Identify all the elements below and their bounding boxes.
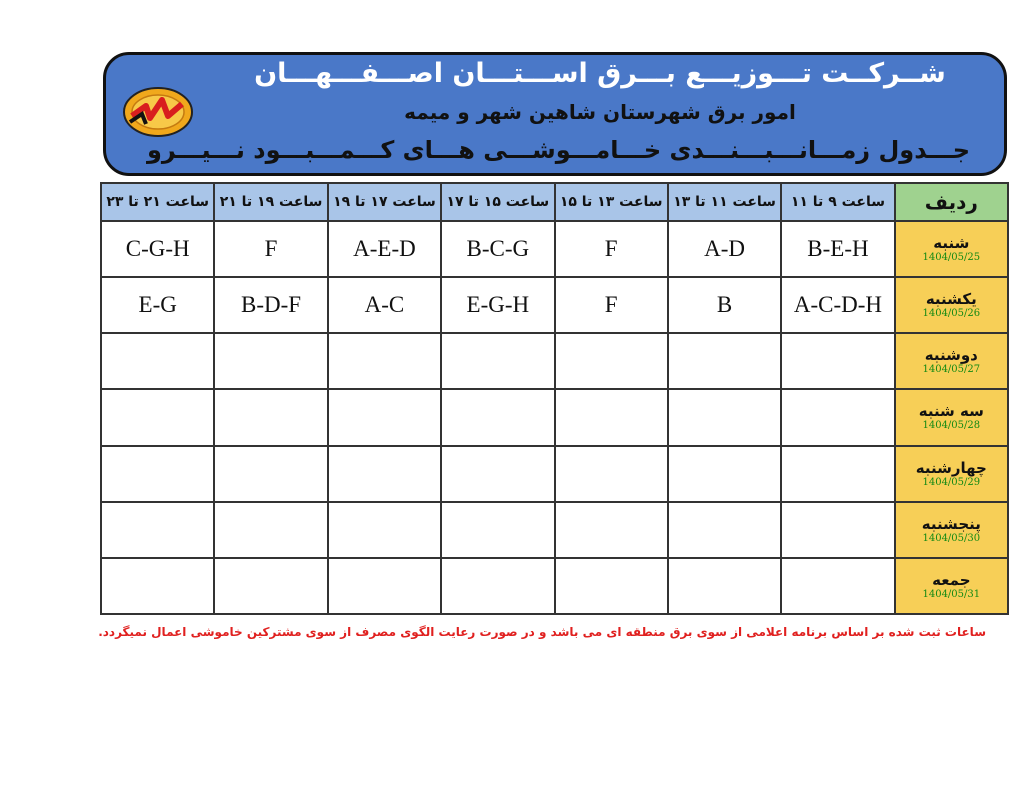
schedule-cell: E-G [101, 277, 214, 333]
table-row [101, 333, 1008, 389]
division-title: امور برق شهرستان شاهین شهر و میمه [404, 100, 796, 124]
day-date: 1404/05/30 [922, 532, 981, 544]
slot-header: ساعت ۱۹ تا ۲۱ [214, 183, 327, 221]
schedule-cell [668, 389, 781, 445]
schedule-cell [214, 446, 327, 502]
day-name: سه شنبه [918, 402, 984, 421]
schedule-title: جـــدول زمـــانـــبـــنـــدی خـــامـــوشـــی هـــای کـــمـــبـــود نـــیـــرو [147, 136, 970, 164]
schedule-cell: E-G-H [441, 277, 554, 333]
schedule-cell [214, 558, 327, 614]
day-cell [895, 446, 1008, 502]
day-cell [895, 221, 1008, 277]
day-date: 1404/05/26 [922, 308, 981, 320]
day-cell [895, 277, 1008, 333]
schedule-cell [328, 558, 441, 614]
schedule-cell [214, 389, 327, 445]
day-cell [895, 389, 1008, 445]
schedule-cell [328, 389, 441, 445]
schedule-cell [214, 502, 327, 558]
schedule-cell [101, 446, 214, 502]
schedule-cell [101, 389, 214, 445]
table-row [101, 446, 1008, 502]
table-row [101, 277, 1008, 333]
schedule-cell [328, 502, 441, 558]
day-name: چهارشنبه [915, 458, 987, 477]
table-row [101, 502, 1008, 558]
schedule-cell [668, 558, 781, 614]
slot-header: ساعت ۱۷ تا ۱۹ [328, 183, 441, 221]
day-date: 1404/05/25 [922, 252, 981, 264]
power-company-logo-icon [122, 86, 194, 138]
slot-header: ساعت ۹ تا ۱۱ [781, 183, 894, 221]
schedule-cell [555, 333, 668, 389]
slot-header: ساعت ۲۱ تا ۲۳ [101, 183, 214, 221]
day-date: 1404/05/29 [922, 476, 981, 488]
schedule-cell [441, 558, 554, 614]
day-cell [895, 502, 1008, 558]
company-title: شــرکــت تـــوزیـــع بـــرق اســـتـــان اصـــفـــهـــان [254, 58, 946, 89]
schedule-cell: A-C [328, 277, 441, 333]
schedule-cell [328, 446, 441, 502]
schedule-cell [101, 333, 214, 389]
day-name: شنبه [933, 234, 970, 253]
schedule-cell [101, 558, 214, 614]
schedule-cell [328, 333, 441, 389]
schedule-cell: B-D-F [214, 277, 327, 333]
table-row [101, 221, 1008, 277]
schedule-cell [214, 333, 327, 389]
schedule-cell: B-C-G [441, 221, 554, 277]
footnote: ساعات ثبت شده بر اساس برنامه اعلامی از سوی برق منطقه ای می باشد و در صورت رعایت الگوی مصرف از سوی مشترکین خاموشی اعمال نمیگردد. [98, 625, 986, 639]
outage-schedule-table [100, 182, 1009, 615]
schedule-cell: C-G-H [101, 221, 214, 277]
day-date: 1404/05/28 [922, 420, 981, 432]
day-cell [895, 558, 1008, 614]
table-row [101, 558, 1008, 614]
schedule-cell [441, 389, 554, 445]
schedule-cell: F [555, 277, 668, 333]
schedule-cell: F [214, 221, 327, 277]
day-date: 1404/05/31 [922, 588, 981, 600]
schedule-cell [555, 389, 668, 445]
schedule-cell [781, 389, 894, 445]
day-cell [895, 333, 1008, 389]
schedule-cell [781, 446, 894, 502]
schedule-cell: F [555, 221, 668, 277]
schedule-cell: B-E-H [781, 221, 894, 277]
schedule-cell: A-D [668, 221, 781, 277]
schedule-cell [441, 333, 554, 389]
schedule-cell [441, 446, 554, 502]
table-row [101, 389, 1008, 445]
schedule-cell [555, 446, 668, 502]
day-name: جمعه [932, 570, 971, 589]
schedule-cell [555, 558, 668, 614]
day-name: دوشنبه [924, 346, 978, 365]
schedule-cell [781, 502, 894, 558]
day-date: 1404/05/27 [922, 364, 981, 376]
slot-header: ساعت ۱۵ تا ۱۷ [441, 183, 554, 221]
schedule-cell [668, 502, 781, 558]
slot-header: ساعت ۱۳ تا ۱۵ [555, 183, 668, 221]
day-name: پنجشنبه [921, 514, 981, 533]
row-header: ردیف [895, 183, 1008, 221]
schedule-cell: B [668, 277, 781, 333]
slot-header: ساعت ۱۱ تا ۱۳ [668, 183, 781, 221]
schedule-cell [781, 333, 894, 389]
schedule-cell: A-E-D [328, 221, 441, 277]
schedule-cell [668, 333, 781, 389]
schedule-cell [781, 558, 894, 614]
schedule-cell [668, 446, 781, 502]
table-header-row [101, 183, 1008, 221]
schedule-cell [441, 502, 554, 558]
day-name: یکشنبه [925, 290, 977, 309]
schedule-cell [555, 502, 668, 558]
schedule-cell [101, 502, 214, 558]
schedule-cell: A-C-D-H [781, 277, 894, 333]
